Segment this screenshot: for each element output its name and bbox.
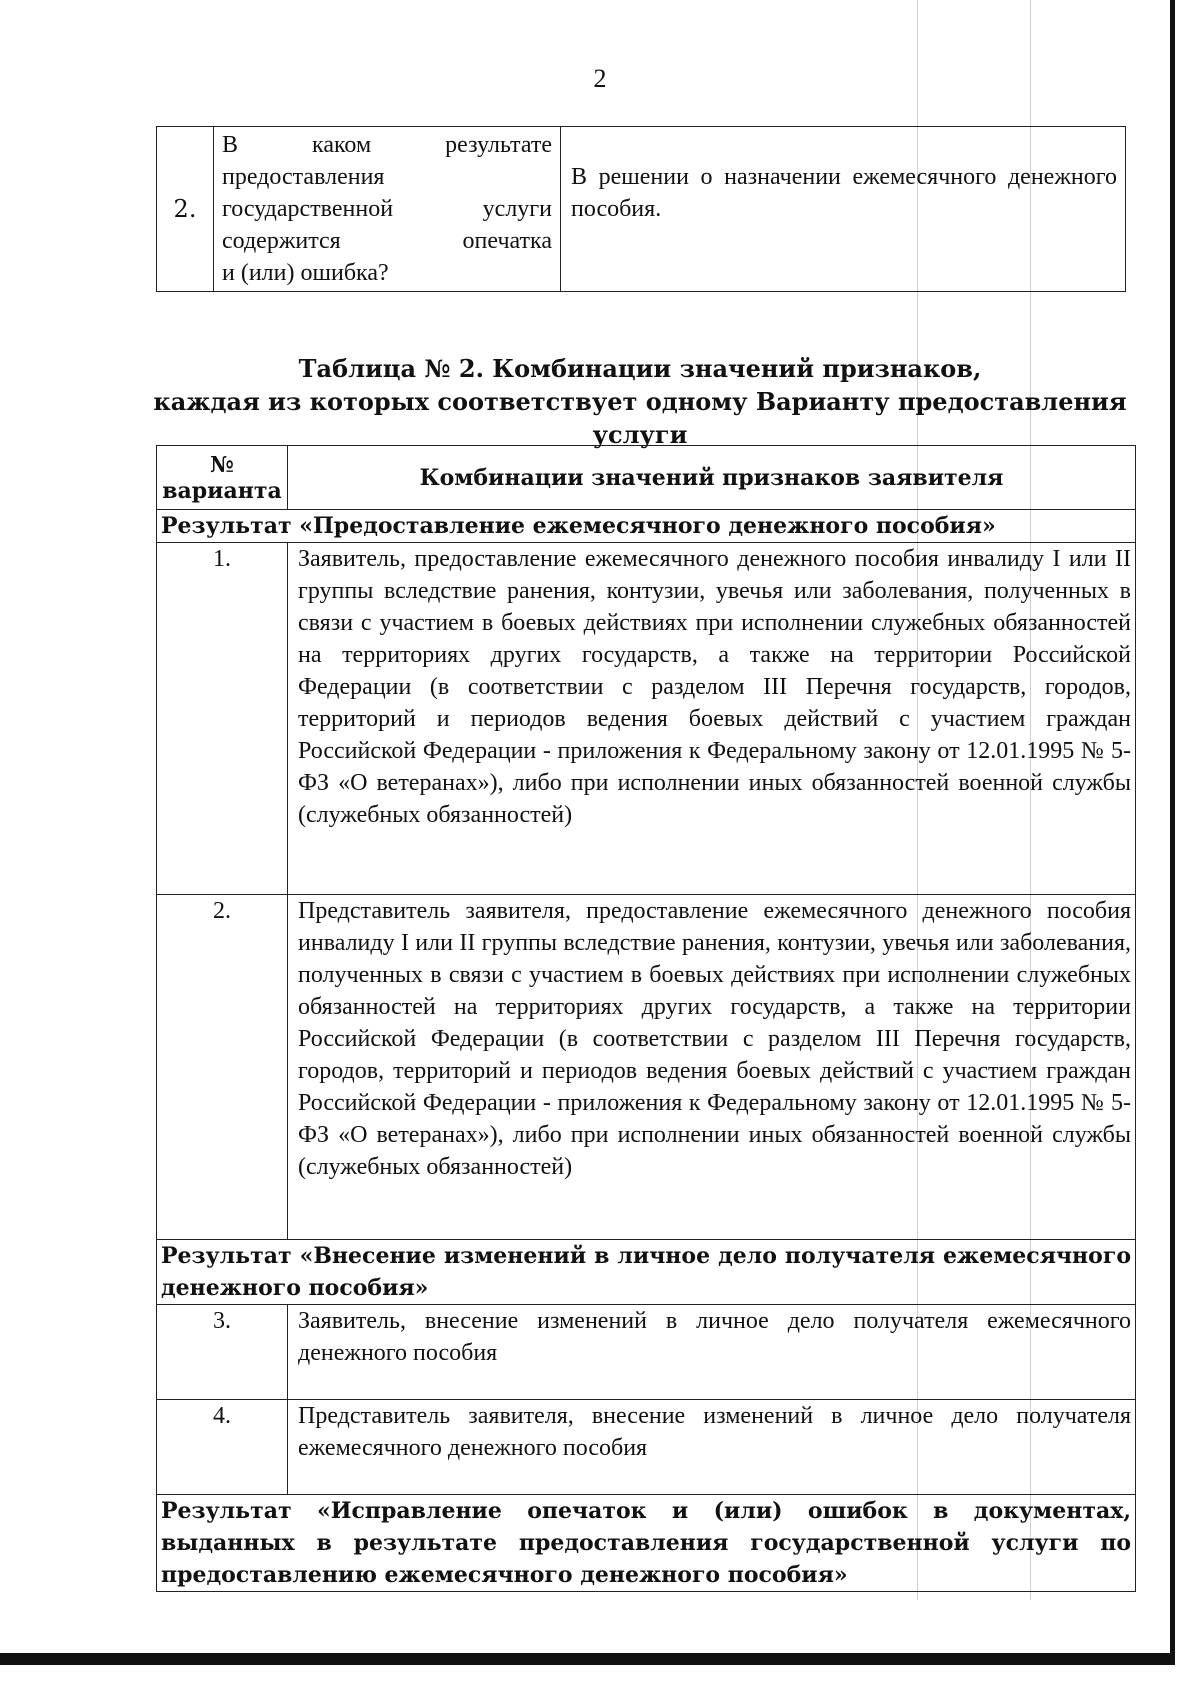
answer-cell: В решении о назначении ежемесячного денежного пособия.	[561, 127, 1126, 292]
group-row	[157, 1495, 1136, 1592]
page-number: 2	[593, 64, 607, 93]
variant-text: Заявитель, предоставление ежемесячного денежного пособия инвалиду I или II группы вследствие ранения, контузии, увечья или заболевания, полученных в связи с участием в боевых действиях при исполнении служебных обязанностей на территориях других государств, а также на территории Российской Федерации (в соответствии с разделом III Перечня государств, городов, территорий и периодов ведения боевых действий с участием граждан Российской Федерации - приложения к Федеральному закону от 12.01.1995 № 5-ФЗ «О ветеранах»), либо при исполнении иных обязанностей военной службы (служебных обязанностей)	[288, 543, 1136, 895]
table-variants	[156, 445, 1136, 1592]
variant-text: Представитель заявителя, предоставление ежемесячного денежного пособия инвалиду I или II группы вследствие ранения, контузии, увечья или заболевания, полученных в связи с участием в боевых действиях при исполнении служебных обязанностей на территориях других государств, а также на территории Российской Федерации (в соответствии с разделом III Перечня государств, городов, территорий и периодов ведения боевых действий с участием граждан Российской Федерации - приложения к Федеральному закону от 12.01.1995 № 5-ФЗ «О ветеранах»), либо при исполнении иных обязанностей военной службы (служебных обязанностей)	[288, 895, 1136, 1240]
table-caption	[140, 352, 1140, 451]
group-row	[157, 1240, 1136, 1305]
table-row	[157, 543, 1136, 895]
variant-text: Представитель заявителя, внесение изменений в личное дело получателя ежемесячного денежного пособия	[288, 1400, 1136, 1495]
group-row	[157, 510, 1136, 543]
variant-number: 2.	[157, 895, 288, 1240]
caption-line-1: Таблица № 2. Комбинации значений признаков,	[298, 354, 982, 383]
question-line: В каком результате	[222, 132, 552, 158]
result-group-1: Результат «Предоставление ежемесячного денежного пособия»	[157, 510, 1136, 543]
table-row	[157, 1305, 1136, 1400]
question-line: содержится опечатка	[222, 228, 552, 254]
row-number: 2.	[157, 127, 214, 292]
question-cell	[214, 127, 561, 292]
header-num-label: варианта	[162, 477, 282, 504]
header-combinations: Комбинации значений признаков заявителя	[288, 446, 1136, 510]
variant-number: 4.	[157, 1400, 288, 1495]
table-header-row	[157, 446, 1136, 510]
table-row	[157, 895, 1136, 1240]
variant-number: 3.	[157, 1305, 288, 1400]
page-border-bottom	[0, 1653, 1170, 1665]
header-variant-number	[157, 446, 288, 510]
result-group-2: Результат «Внесение изменений в личное дело получателя ежемесячного денежного пособия»	[157, 1240, 1136, 1305]
question-line: предоставления	[222, 164, 385, 190]
variant-text: Заявитель, внесение изменений в личное дело получателя ежемесячного денежного пособия	[288, 1305, 1136, 1400]
page-border-right	[1170, 0, 1175, 1665]
table-row	[157, 1400, 1136, 1495]
result-group-3: Результат «Исправление опечаток и (или) ошибок в документах, выданных в результате предоставления государственной услуги по предоставлению ежемесячного денежного пособия»	[157, 1495, 1136, 1592]
question-line: государственной услуги	[222, 196, 552, 222]
caption-line-2: каждая из которых соответствует одному Варианту предоставления услуги	[153, 387, 1127, 449]
table-question	[156, 126, 1126, 292]
table-row	[157, 127, 1126, 292]
variant-number: 1.	[157, 543, 288, 895]
question-line-last: и (или) ошибка?	[222, 260, 389, 286]
header-num-symbol: №	[210, 451, 234, 478]
